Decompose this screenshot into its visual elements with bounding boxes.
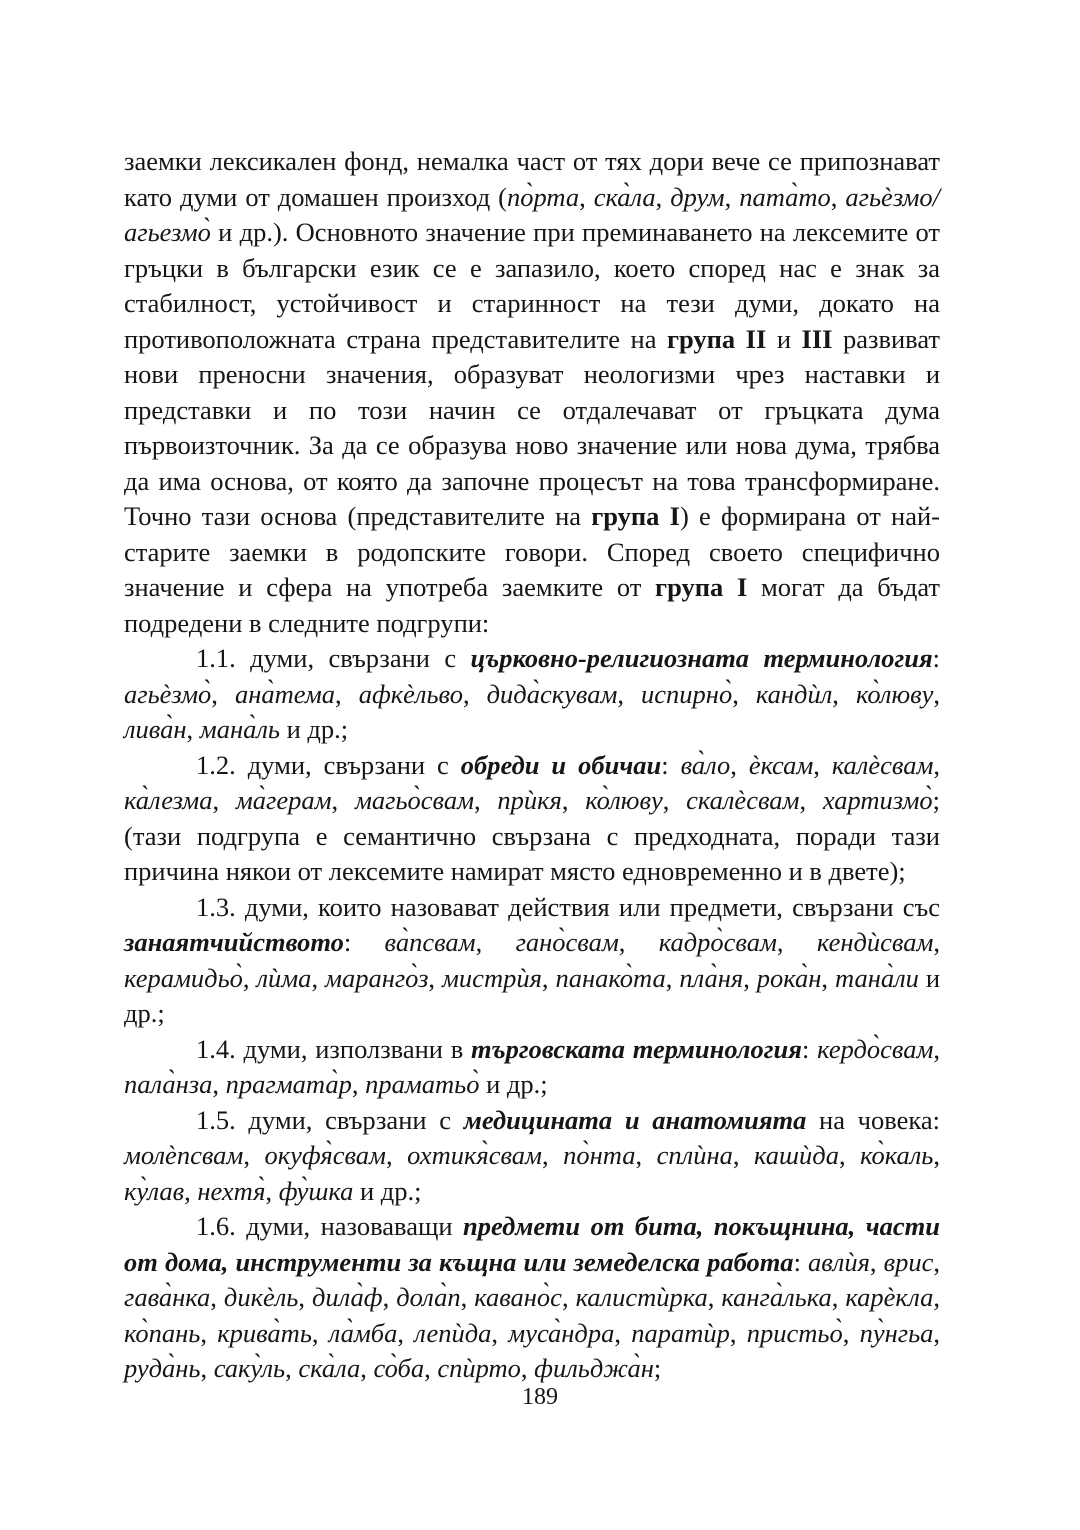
example-word: пу̀нгьа [859,1317,934,1348]
example-word: гава̀нка [124,1282,211,1312]
example-word: кашѝда [754,1140,839,1170]
example-word: спѝрто [437,1353,521,1383]
example-word: ла̀мба [328,1317,398,1348]
example-word: дила̀ф [311,1282,383,1312]
text-run: , [360,1353,374,1383]
text-run: , [200,1317,218,1348]
example-word: ва̀псвам [384,927,476,957]
example-word: по̀нта [563,1140,636,1170]
page-number: 189 [522,1384,558,1410]
text-run: , [462,678,487,709]
text-run: , [242,962,257,993]
text-run: , [743,962,757,993]
text-run: , [311,962,326,993]
text-run: , [184,1175,198,1206]
example-word: пала̀нза [124,1069,213,1099]
text-run: 1.4. думи, използвани в [196,1033,471,1064]
category-heading: църковно-религиозната терминология [470,643,933,673]
text-run: , [933,749,940,780]
example-word: пристьо̀ [746,1317,843,1348]
example-word: рока̀н [756,962,822,993]
text-run: ) е формирана от най-старите заемки в родопските говори. Според своето специфично значение и сфера на употреба заемките от [124,501,940,602]
text-run: , [732,1140,755,1170]
example-word: праматьо̀ [365,1069,480,1099]
text-run: , [724,181,740,212]
text-run: 1.1. думи, свързани с [196,643,471,673]
example-word: лепѝда [414,1317,492,1348]
bold-term: III [801,323,833,354]
text-run: развиват нови преносни значения, образуват неологизми чрез наставки и представки и по този начин се отдалечават от гръцката дума първоизточник. За да се образува ново значение или нова дума, трябва да има основа, от която да започне процесът на това трансформиране. Точно тази основа (представителите на [124,323,940,531]
example-word: ко̀люву [855,678,934,709]
text-run: , [285,1353,299,1383]
text-run: , [821,962,836,993]
category-heading: предмети от бита, покъщнина, части от дома, инструменти за къщна или земеделска работа [124,1211,941,1277]
bold-term: група I [591,501,680,531]
text-run: , [776,927,817,957]
text-run: , [869,1246,884,1277]
text-run: , [351,1069,366,1099]
text-run: могат да бъдат подредени в следните подгрупи: [124,572,940,638]
text-run: , [186,714,200,744]
example-word: нехтя̀ [197,1175,266,1206]
bold-term: група I [655,572,748,602]
example-word: афкѐльво [358,678,463,709]
text-run: , [617,678,642,709]
text-run: , [933,678,941,709]
text-run: ; (тази подгрупа е семантично свързана с предходната, поради тази причина някои от лексемите намират място едновременно и в двете); [124,785,940,886]
text-run: , [460,1282,475,1312]
example-word: калѐсвам [831,749,934,780]
category-heading: медицината и анатомията [463,1104,807,1135]
example-word: ана̀тема [234,678,336,709]
text-run: , [579,181,594,212]
example-word: друм [670,181,725,212]
example-word: дида̀скувам [486,678,618,709]
text-run: , [311,1317,329,1348]
example-word: агьѐзмо/агьезмо̀ [124,181,941,247]
example-word: саку̀ль [213,1353,286,1383]
example-word: хартизмо̀ [822,785,933,815]
example-word: маранго̀з [325,962,429,993]
paragraph-g1-3 [124,890,940,1032]
example-word: авлѝя [808,1246,870,1277]
example-word: агьѐзмо̀ [124,678,212,709]
text-run: и др.; [124,962,941,1028]
text-run: и др.). Основното значение при преминаването на лексемите от гръцки в български език се е запазило, което според нас е знак за стабилност, устойчивост и старинност на тези думи, докато на противоположната страна представителите на [124,217,940,354]
text-run: , [561,785,586,815]
text-run: , [561,1282,576,1312]
example-word: по̀рта [507,181,580,212]
page-body [124,144,940,1387]
category-heading: търговската терминология [471,1033,802,1064]
text-run: , [933,1140,940,1170]
text-run: , [614,1317,632,1348]
text-run: , [655,181,671,212]
example-word: окуфя̀свам [264,1140,386,1170]
text-run: , [838,1140,861,1170]
example-word: прѝкя [497,785,562,815]
text-run: , [298,1282,312,1312]
text-run: , [243,1140,265,1170]
text-run: заемки лексикален фонд, немалка част от тях дори вече се припознават като думи от домашен произход ( [124,146,940,212]
text-run: : [661,749,681,780]
text-run: , [732,678,756,709]
paragraph-g1-5 [124,1103,940,1210]
category-heading: занаятчийството [124,927,344,957]
text-run: , [385,1140,408,1170]
example-word: ко̀каль [860,1140,934,1170]
text-run: : [343,927,385,957]
example-word: ко̀люву [585,785,663,815]
text-run: , [933,927,941,957]
text-run: , [830,181,846,212]
text-run: , [491,1317,509,1348]
example-word: крива̀ть [217,1317,312,1348]
example-word: испирно̀ [641,678,733,709]
example-word: кендѝсвам [816,927,934,957]
text-run: , [265,1175,279,1206]
example-word: калистѝрка [575,1282,708,1312]
example-word: паратѝр [631,1317,730,1348]
example-word: руда̀нь [124,1353,201,1383]
category-heading: обреди и обичаи [460,749,662,780]
text-run: , [331,785,355,815]
text-run: , [842,1317,860,1348]
text-run: , [424,1353,438,1383]
example-word: фильджа̀н [534,1353,654,1383]
text-run: : [801,1033,818,1064]
example-word: мана̀ль [199,714,280,744]
text-run: , [212,1069,226,1099]
text-run: ; [653,1353,662,1383]
example-word: ка̀лезма [124,785,213,815]
example-word: ма̀герам [235,785,332,815]
example-word: канга̀лька [721,1282,832,1312]
text-run: , [730,749,749,780]
text-run: , [211,678,235,709]
example-word: панако̀та [555,962,666,993]
example-word: пата̀то [739,181,831,212]
example-word: дола̀п [396,1282,461,1312]
text-run: , [200,1353,214,1383]
text-run: , [212,785,236,815]
example-word: лѝма [256,962,312,993]
text-run: , [397,1317,415,1348]
text-run: , [520,1353,535,1383]
paragraph-g1-2 [124,748,940,890]
paragraph-g1-1 [124,641,940,748]
example-word: ѐксам [748,749,814,780]
example-word: ко̀пань [124,1317,201,1348]
text-run: , [729,1317,747,1348]
example-word: кадро̀свам [658,927,777,957]
text-run: : [793,1246,809,1277]
text-run: и др.; [479,1069,548,1099]
example-word: сплѝна [656,1140,733,1170]
example-word: мистрѝя [442,962,542,993]
text-run: , [813,749,832,780]
text-run: 1.3. думи, които назовават действия или предмети, свързани със [196,891,940,922]
example-word: скалѐсвам [686,785,800,815]
example-word: гано̀свам [515,927,619,957]
text-run: , [382,1282,397,1312]
example-word: карѐкла [845,1282,934,1312]
example-word: дикѐль [223,1282,299,1312]
example-word: ска̀ла [298,1353,361,1383]
example-word: молѐпсвам [124,1140,244,1170]
example-word: пла̀ня [679,962,744,993]
text-run: , [707,1282,722,1312]
text-run: 1.5. думи, свързани с [196,1104,464,1135]
example-word: керамидьо̀ [124,962,243,993]
example-word: ва̀ло [680,749,731,780]
paragraph-intro [124,144,940,641]
text-run: , [933,1317,941,1348]
example-word: кандѝл [755,678,833,709]
text-run: , [799,785,823,815]
bold-term: група II [666,323,767,354]
text-run: , [428,962,443,993]
example-word: врис [883,1246,934,1277]
text-run: , [665,962,680,993]
text-run: , [933,1282,941,1312]
text-run: , [662,785,687,815]
example-word: лива̀н [124,714,187,744]
text-run: и др.; [353,1175,422,1206]
text-run: 1.2. думи, свързани с [196,749,461,780]
text-run: , [933,1246,941,1277]
text-run: , [541,1140,564,1170]
text-run: на човека: [806,1104,940,1135]
text-run: , [541,962,556,993]
example-word: муса̀ндра [508,1317,615,1348]
text-run: и [766,323,802,354]
paragraph-g1-6 [124,1209,940,1387]
paragraph-g1-4 [124,1032,940,1103]
example-word: кердо̀свам [817,1033,934,1064]
example-word: ку̀лав [124,1175,185,1206]
text-run: , [474,785,498,815]
text-run: , [831,1282,846,1312]
text-run: , [933,1033,941,1064]
example-word: тана̀ли [835,962,919,993]
example-word: ска̀ла [593,181,656,212]
text-run: , [635,1140,657,1170]
example-word: магьо̀свам [354,785,474,815]
text-run: , [475,927,516,957]
text-run: , [335,678,359,709]
example-word: прагмата̀р [225,1069,352,1099]
text-run: и др.; [279,714,349,744]
example-word: охтикя̀свам [407,1140,542,1170]
text-run: , [832,678,856,709]
text-run: 1.6. думи, назоваващи [196,1211,463,1241]
example-word: фу̀шка [278,1175,354,1206]
example-word: со̀ба [373,1353,425,1383]
text-run: : [932,643,940,673]
example-word: кавано̀с [474,1282,562,1312]
text-run: , [618,927,659,957]
text-run: , [210,1282,224,1312]
